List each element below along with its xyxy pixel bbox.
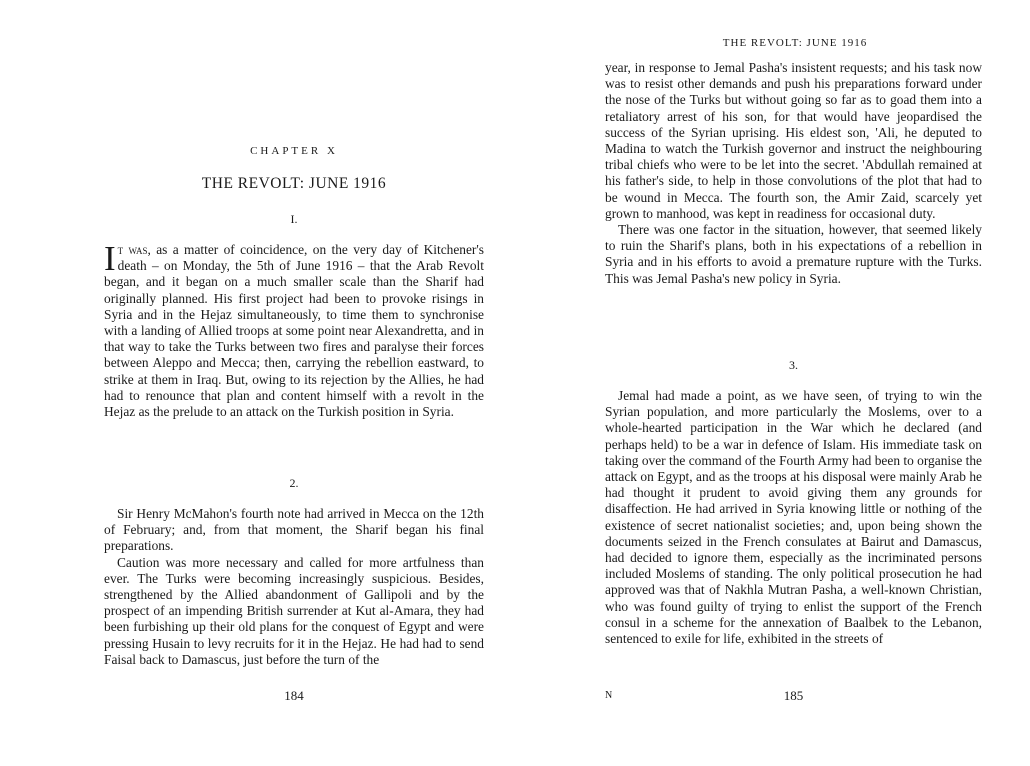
paragraph-1-text: as a matter of coincidence, on the very day of Kitchener's death – on Monday, the 5th of June 1916 – that the Arab Revolt began, and it began on a much smaller scale than the Sharif had originally planned. His first project had been to provoke risings in Syria and in the Hejaz simultaneously, to time them to synchronise with a landing of Allied troops at some point near Alexandretta, and in that way to take the Turks between two fires and paralyse their forces between Aleppo and Mecca; then, carrying the rebellion eastward, to strike at them in Iraq. But, owing to its rejection by the Allies, he had had to renounce that plan and content himself with a revolt in the Hejaz as the prelude to an attack on the Turkish position in Syria. [104, 242, 485, 420]
running-head: THE REVOLT: JUNE 1916 [722, 37, 868, 49]
paragraph-3: Caution was more necessary and called for more artfulness than ever. The Turks were becoming increasingly suspicious. Besides, strengthened by the Allied abandonment of Gallipoli and by the prospect of an impending British surrender at Kut al-Amara, they had been furbishing up their old plans for the conquest of Egypt and were pressing Husain to levy recruits for it in the Hejaz. He had had to send Faisal back to Damascus, just before the turn of the [104, 554, 484, 667]
signature-mark: N [605, 690, 613, 701]
section-3-body [605, 388, 982, 647]
page-number-left: 184 [284, 688, 304, 703]
section-2-body [104, 506, 484, 668]
opening-words: t was, [117, 242, 151, 257]
drop-cap: I [104, 239, 116, 278]
chapter-title: THE REVOLT: JUNE 1916 [201, 175, 387, 192]
paragraph-continued: year, in response to Jemal Pasha's insistent requests; and his task now was to resist other demands and push his preparations forward under the nose of the Turks but without going so far as to goad them into a retaliatory arrest of his son, for that would have jeopardised the success of the Syrian uprising. His eldest son, 'Ali, he deputed to Madina to watch the Turkish governor and instruct the neighbouring tribal chiefs who were to be let into the secret. 'Abdullah remained at his father's side, to help in those convolutions of the plot that had to be wound in Mecca. The fourth son, the Amir Zaid, scarcely yet grown to manhood, was kept in readiness for occasional duty. [605, 60, 982, 221]
paragraph-2: Sir Henry McMahon's fourth note had arrived in Mecca on the 12th of February; and, from that moment, the Sharif began his final preparations. [104, 506, 484, 554]
paragraph-1 [104, 239, 485, 420]
section-number-3: 3. [789, 358, 798, 372]
section-number-1: I. [290, 212, 298, 226]
right-page [515, 0, 1030, 766]
page-number-right: 185 [783, 688, 804, 703]
paragraph-factor: There was one factor in the situation, however, that seemed likely to ruin the Sharif's plans, both in his expectations of a rebellion in Syria and in his efforts to avoid a premature rupture with the Turks. This was Jemal Pasha's new policy in Syria. [605, 222, 982, 286]
chapter-label: CHAPTER X [250, 145, 338, 157]
paragraph-jemal: Jemal had made a point, as we have seen, of trying to win the Syrian population, and more particularly the Moslems, over to a whole-hearted participation in the War which he declared (and perhaps held) to be a war in defence of Islam. His immediate task on taking over the command of the Fourth Army had been to organise the attack on Egypt, and as the troops at his disposal were mainly Arab he had thought it prudent to avoid giving them any grounds for disaffection. He had arrived in Syria knowing little or nothing of the existence of secret nationalist societies; and, upon being shown the documents seized in the French consulates at Bairut and Damascus, had decided to ignore them, especially as the incriminated persons included Moslems of standing. The only political prosecution he had approved was that of Nakhla Mutran Pasha, a well-known Christian, who was found guilty of trying to enlist the support of the French consul in a scheme for the annexation of Baalbek to the Lebanon, sentenced to exile for life, exhibited in the streets of [605, 388, 982, 647]
section-1-body [104, 239, 485, 420]
right-top-body [605, 60, 982, 287]
section-number-2: 2. [289, 476, 299, 490]
